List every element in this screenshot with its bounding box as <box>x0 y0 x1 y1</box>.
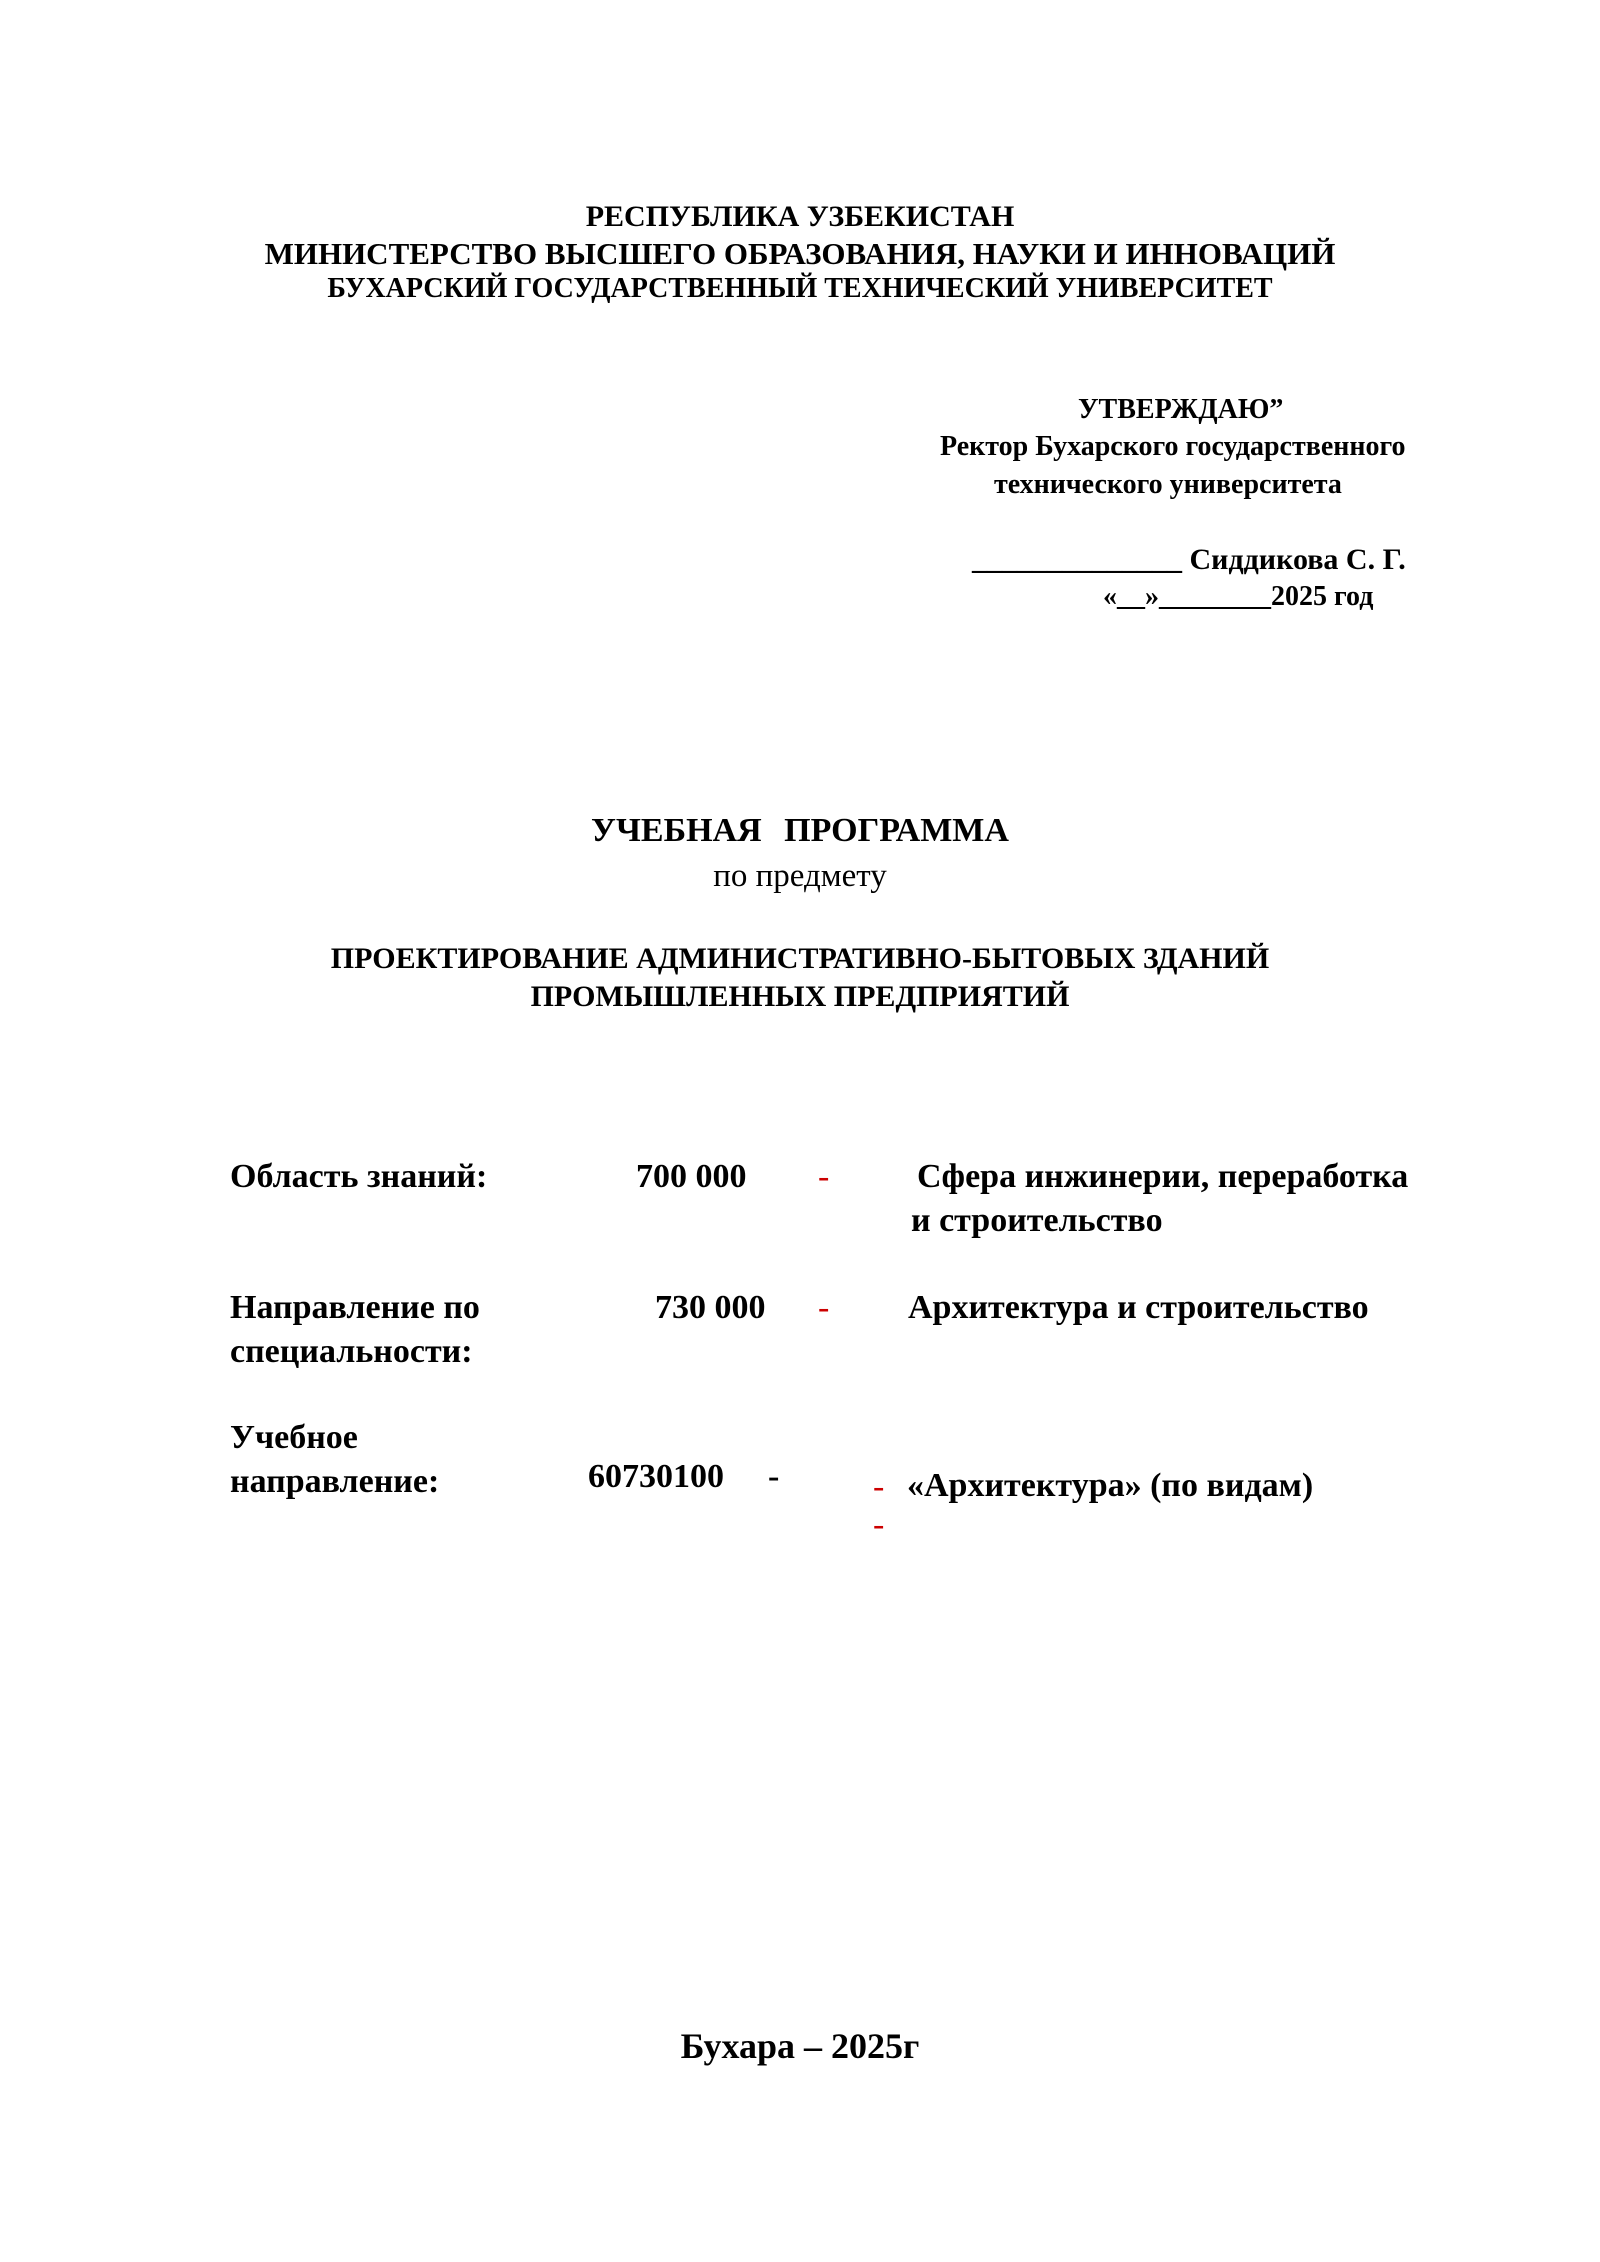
approval-position-line1: Ректор Бухарского государственного <box>940 431 1406 462</box>
direction-dash: - <box>818 1289 830 1326</box>
study-direction-dash: - <box>768 1458 780 1495</box>
study-direction-red-dash-1: - <box>873 1468 885 1505</box>
study-direction-value: «Архитектура» (по видам) <box>907 1467 1314 1504</box>
document-title: УЧЕБНАЯ ПРОГРАММА <box>591 812 1009 849</box>
direction-code: 730 000 <box>655 1289 766 1326</box>
document-subtitle: по предмету <box>713 858 887 894</box>
subject-name-line2: ПРОМЫШЛЕННЫХ ПРЕДПРИЯТИЙ <box>530 980 1070 1013</box>
university-heading: БУХАРСКИЙ ГОСУДАРСТВЕННЫЙ ТЕХНИЧЕСКИЙ УНИВЕРСИТЕТ <box>327 273 1273 304</box>
approval-title: УТВЕРЖДАЮ” <box>1078 394 1284 425</box>
approval-date-line: «__»________2025 год <box>1103 581 1374 612</box>
study-direction-red-dash-2: - <box>873 1506 885 1543</box>
place-and-year: Бухара – 2025г <box>680 2026 920 2066</box>
field-of-knowledge-label: Область знаний: <box>230 1158 488 1195</box>
field-of-knowledge-code: 700 000 <box>636 1158 747 1195</box>
study-direction-label-line2: направление: <box>230 1463 440 1500</box>
study-direction-label-line1: Учебное <box>230 1419 358 1456</box>
field-of-knowledge-value-line1: Сфера инжинерии, переработка <box>917 1158 1409 1195</box>
approval-position-line2: технического университета <box>994 469 1342 500</box>
field-of-knowledge-value-line2: и строительство <box>911 1202 1163 1239</box>
republic-heading: РЕСПУБЛИКА УЗБЕКИСТАН <box>585 200 1015 233</box>
direction-label-line2: специальности: <box>230 1333 473 1370</box>
approval-signature-line: ______________ Сиддикова С. Г. <box>972 543 1406 576</box>
ministry-heading: МИНИСТЕРСТВО ВЫСШЕГО ОБРАЗОВАНИЯ, НАУКИ И ИННОВАЦИЙ <box>264 236 1336 271</box>
direction-label-line1: Направление по <box>230 1289 480 1326</box>
subject-name-line1: ПРОЕКТИРОВАНИЕ АДМИНИСТРАТИВНО-БЫТОВЫХ ЗДАНИЙ <box>330 942 1270 975</box>
direction-value: Архитектура и строительство <box>908 1289 1369 1326</box>
field-of-knowledge-dash: - <box>818 1158 830 1195</box>
study-direction-code: 60730100 <box>588 1458 724 1495</box>
